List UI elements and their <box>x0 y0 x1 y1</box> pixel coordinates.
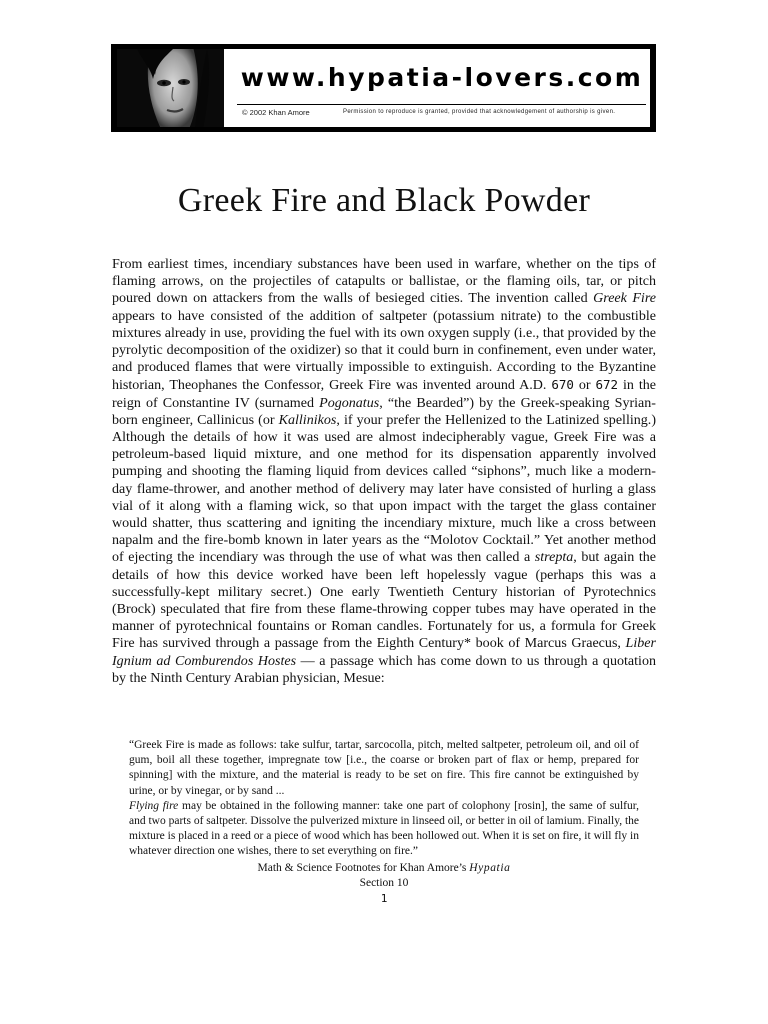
quote-part-2 <box>129 799 639 860</box>
footer-prefix: Math & Science Footnotes for Khan Amore’s <box>257 862 470 874</box>
quote-part-1: “Greek Fire is made as follows: take sulfur, tartar, sarcocolla, pitch, melted saltpeter, petroleum oil, and oil of gum, boil all these together, impregnate tow [i.e., the coarse or broken part of flax or hemp, prepared for spinning] with the mixture, and the material is ready to be set on fire. This fire cannot be extinguished by urine, or by vinegar, or by sand ... <box>129 739 639 797</box>
footer-source-line <box>0 861 768 876</box>
paragraph-text: — a passage which has come down to us through a quotation by the Ninth Century Arabian physician, Mesue: <box>112 652 656 686</box>
permission-notice: Permission to reproduce is granted, provided that acknowledgement of authorship is given. <box>343 109 616 115</box>
paragraph-text: in the reign of Constantine IV (surnamed <box>112 377 656 411</box>
page-footer <box>0 861 768 906</box>
portrait-illustration <box>117 49 224 127</box>
paragraph-text: , if your prefer the Hellenized to the Latinized spelling.) Although the details of how it was used are almost indecipherably vague, Greek Fire was a petroleum-based liquid mixture, and one method for its dispensation apparently involved pumping and shooting the flaming liquid from devices called “siphons”, much like a modern-day flame-thrower, and another method of delivery may later have consisted of hurling a glass vial of it along with a flaming wick, so that upon impact with the target the glass container would shatter, thus scattering and igniting the incendiary mixture, much like a cross between napalm and the fire-bomb known in later years as the “Molotov Cocktail.” Yet another method of ejecting the incendiary was through the use of what was then called a <box>112 411 656 566</box>
header-banner <box>111 44 656 132</box>
term-kallinikos: Kallinikos <box>278 411 337 428</box>
term-strepta: strepta <box>534 549 574 566</box>
year-670: 670 <box>551 377 574 393</box>
term-greek-fire: Greek Fire <box>593 290 656 307</box>
term-flying-fire: Flying fire <box>129 799 179 812</box>
book-title: Liber Ignium ad Comburendos Hostes <box>112 635 656 669</box>
site-url: www.hypatia-lovers.com <box>240 63 644 92</box>
page-title: Greek Fire and Black Powder <box>177 182 591 219</box>
page-number: 1 <box>380 892 388 905</box>
term-pogonatus: Pogonatus <box>319 394 380 411</box>
paragraph-text: or <box>573 377 596 394</box>
footer-book-title: Hypatia <box>469 862 511 874</box>
year-672: 672 <box>595 377 619 393</box>
quote-text: may be obtained in the following manner: take one part of colophony [rosin], the same of sulfur, and two parts of saltpeter. Dissolve the pulverized mixture in linseed oil, or better in oil of lamium. Finally, the mixture is placed in a reed or a piece of wood which has been hollowed out. When it is set on fire, it will fly in whatever direction one wishes, there to set everything on fire.” <box>129 799 640 858</box>
portrait-image <box>117 49 224 127</box>
main-paragraph <box>112 256 656 687</box>
block-quote <box>129 738 639 860</box>
footer-section: Section 10 <box>359 877 409 889</box>
paragraph-text: , “the Bearded”) by the Greek-speaking Syrian-born engineer, Callinicus (or <box>112 394 656 428</box>
copyright-notice: © 2002 Khan Amore <box>242 108 310 117</box>
banner-divider <box>237 104 646 105</box>
paragraph-text: From earliest times, incendiary substances have been used in warfare, whether on the tips of flaming arrows, on the projectiles of catapults or ballistae, or the flaming oils, tar, or pitch poured down on attackers from the walls of besieged cities. The invention called <box>112 256 656 307</box>
paragraph-text: , but again the details of how this device worked have been left hopelessly vague (perhaps this was a successfully-kept military secret.) One early Twentieth Century historian of Pyrotechnics (Brock) speculated that fire from these flame-throwing copper tubes may have operated in the manner of pyrotechnical fountains or Roman candles. Fortunately for us, a formula for Greek Fire has survived through a passage from the Eighth Century* book of Marcus Graecus, <box>112 549 657 652</box>
body-text <box>112 256 656 687</box>
paragraph-text: appears to have consisted of the addition of saltpeter (potassium nitrate) to the combustible mixtures already in use, providing the fuel with its own oxygen supply (i.e., that provided by the pyrolytic decomposition of the oxidizer) so that it could burn in confinement, even under water, and produced flames that were virtually impossible to extinguish. According to the Byzantine historian, Theophanes the Confessor, Greek Fire was invented around A.D. <box>112 307 656 394</box>
banner-inner <box>117 49 650 127</box>
